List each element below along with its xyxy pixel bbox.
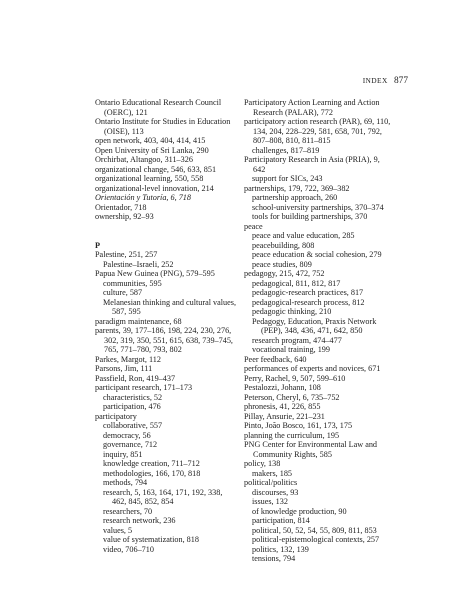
index-subentry: pedagogical-research process, 812 (252, 297, 365, 307)
index-subentry: video, 706–710 (103, 544, 154, 554)
index-entry: Parsons, Jim, 111 (95, 364, 153, 373)
index-entry: peace (244, 221, 263, 231)
index-subentry: Melanesian thinking and cultural values, 587, 595 (103, 297, 237, 316)
index-subentry: vocational training, 199 (252, 345, 330, 354)
index-subentry: methodologies, 166, 170, 818 (103, 468, 201, 478)
index-entry: planning the curriculum, 195 (244, 430, 340, 440)
index-subentry: discourses, 93 (252, 487, 299, 497)
index-entry: Parkes, Margot, 112 (95, 354, 161, 364)
index-subentry: school-university partnerships, 370–374 (252, 202, 384, 212)
index-section-letter: P (95, 240, 101, 250)
index-subentry: Pedagogy, Education, Praxis Network (PEP), 348, 436, 471, 642, 850 (252, 316, 377, 335)
index-subentry: politics, 132, 139 (252, 544, 309, 554)
index-entry: organizational change, 546, 633, 851 (95, 164, 217, 174)
index-subentry: makers, 185 (252, 468, 293, 478)
index-subentry: tools for building partnerships, 370 (252, 212, 368, 221)
running-head-label: INDEX (362, 76, 388, 85)
page-number: 877 (393, 76, 408, 86)
index-entry: Perry, Rachel, 9, 507, 599–610 (244, 373, 346, 383)
running-head (363, 76, 408, 86)
index-column-right (244, 98, 392, 564)
index-entry: paradigm maintenance, 68 (95, 316, 182, 326)
index-entry: Orientación y Tutoría, 6, 718 (95, 193, 191, 202)
index-subentry: peace and value education, 285 (252, 231, 355, 240)
index-subentry: researchers, 70 (103, 506, 153, 516)
index-entry: Pillay, Ansurie, 221–231 (244, 411, 325, 421)
index-subentry: communities, 595 (103, 278, 162, 288)
index-subentry: issues, 132 (252, 497, 288, 506)
index-entry: policy, 138 (244, 459, 281, 468)
index-spacer (95, 222, 236, 232)
index-entry: participatory action research (PAR), 69, 110, 134, 204, 228–229, 581, 658, 701, 792, 807–808, 810, 811–815 (244, 117, 391, 145)
index-subentry: of knowledge production, 90 (252, 506, 347, 516)
index-subentry: political, 50, 52, 54, 55, 809, 811, 853 (252, 525, 377, 535)
index-subentry: knowledge creation, 711–712 (103, 459, 200, 468)
index-subentry: culture, 587 (103, 288, 143, 297)
index-entry: Palestine, 251, 257 (95, 250, 158, 259)
index-subentry: political-epistemological contexts, 257 (252, 535, 380, 544)
index-entry: political/politics (244, 478, 298, 487)
index-entry: performances of experts and novices, 671 (244, 364, 381, 373)
index-entry: participant research, 171–173 (95, 383, 193, 392)
index-entry: organizational-level innovation, 214 (95, 183, 214, 193)
index-subentry: governance, 712 (103, 440, 158, 449)
index-subentry: collaborative, 557 (103, 421, 163, 430)
index-subentry: participation, 814 (252, 516, 310, 525)
index-subentry: peace studies, 809 (252, 259, 312, 269)
index-entry: Pestalozzi, Johann, 108 (244, 383, 321, 392)
index-subentry: research program, 474–477 (252, 335, 342, 345)
index-entry: open network, 403, 404, 414, 415 (95, 136, 206, 145)
index-subentry: characteristics, 52 (103, 392, 163, 402)
index-entry: partnerships, 179, 722, 369–382 (244, 183, 350, 193)
index-column-left (95, 98, 236, 554)
index-subentry: pedagogic thinking, 210 (252, 307, 332, 316)
index-entry: Ontario Educational Research Council (OERC), 121 (95, 98, 222, 117)
index-entry: Papua New Guinea (PNG), 579–595 (95, 269, 215, 278)
index-entry: Peer feedback, 640 (244, 354, 307, 364)
index-subentry: values, 5 (103, 525, 133, 535)
index-entry: Pinto, João Bosco, 161, 173, 175 (244, 421, 353, 430)
index-spacer (95, 231, 236, 241)
index-subentry: research, 5, 163, 164, 171, 192, 338, 462, 845, 852, 854 (103, 487, 223, 506)
index-subentry: research network, 236 (103, 516, 176, 525)
index-entry: Participatory Research in Asia (PRIA), 9, 642 (244, 155, 380, 174)
index-entry: Participatory Action Learning and Action Research (PALAR), 772 (244, 98, 380, 117)
index-entry: phronesis, 41, 226, 855 (244, 402, 321, 411)
index-subentry: democracy, 56 (103, 430, 151, 440)
index-subentry: pedagogical, 811, 812, 817 (252, 278, 341, 288)
index-subentry: tensions, 794 (252, 554, 296, 563)
index-subentry: inquiry, 851 (103, 449, 143, 459)
index-entry: participatory (95, 411, 137, 421)
index-subentry: peacebuilding, 808 (252, 240, 315, 250)
index-entry: Open University of Sri Lanka, 290 (95, 145, 209, 155)
index-entry: Orientador, 718 (95, 202, 147, 212)
index-entry: pedagogy, 215, 472, 752 (244, 269, 325, 278)
index-entry: ownership, 92–93 (95, 212, 154, 221)
index-subentry: peace education & social cohesion, 279 (252, 250, 382, 259)
index-subentry: pedagogic-research practices, 817 (252, 288, 364, 297)
index-subentry: challenges, 817–819 (252, 145, 320, 155)
index-subentry: partnership approach, 260 (252, 193, 338, 202)
index-entry: PNG Center for Environmental Law and Community Rights, 585 (244, 440, 378, 459)
index-subentry: Palestine–Israeli, 252 (103, 259, 174, 269)
index-entry: Peterson, Cheryl, 6, 735–752 (244, 392, 340, 402)
index-subentry: participation, 476 (103, 402, 161, 411)
index-entry: parents, 39, 177–186, 198, 224, 230, 276, 302, 319, 350, 551, 615, 638, 739–745, 765, 771–780, 793, 802 (95, 326, 233, 354)
index-subentry: value of systematization, 818 (103, 535, 199, 544)
index-subentry: methods, 794 (103, 478, 148, 487)
index-entry: Orchirbat, Altangoo, 311–326 (95, 155, 193, 164)
index-entry: organizational learning, 550, 558 (95, 174, 204, 183)
index-entry: Ontario Institute for Studies in Education (OISE), 113 (95, 117, 231, 136)
index-entry: Passfield, Ron, 419–437 (95, 373, 176, 383)
index-subentry: support for SICs, 243 (252, 174, 323, 183)
